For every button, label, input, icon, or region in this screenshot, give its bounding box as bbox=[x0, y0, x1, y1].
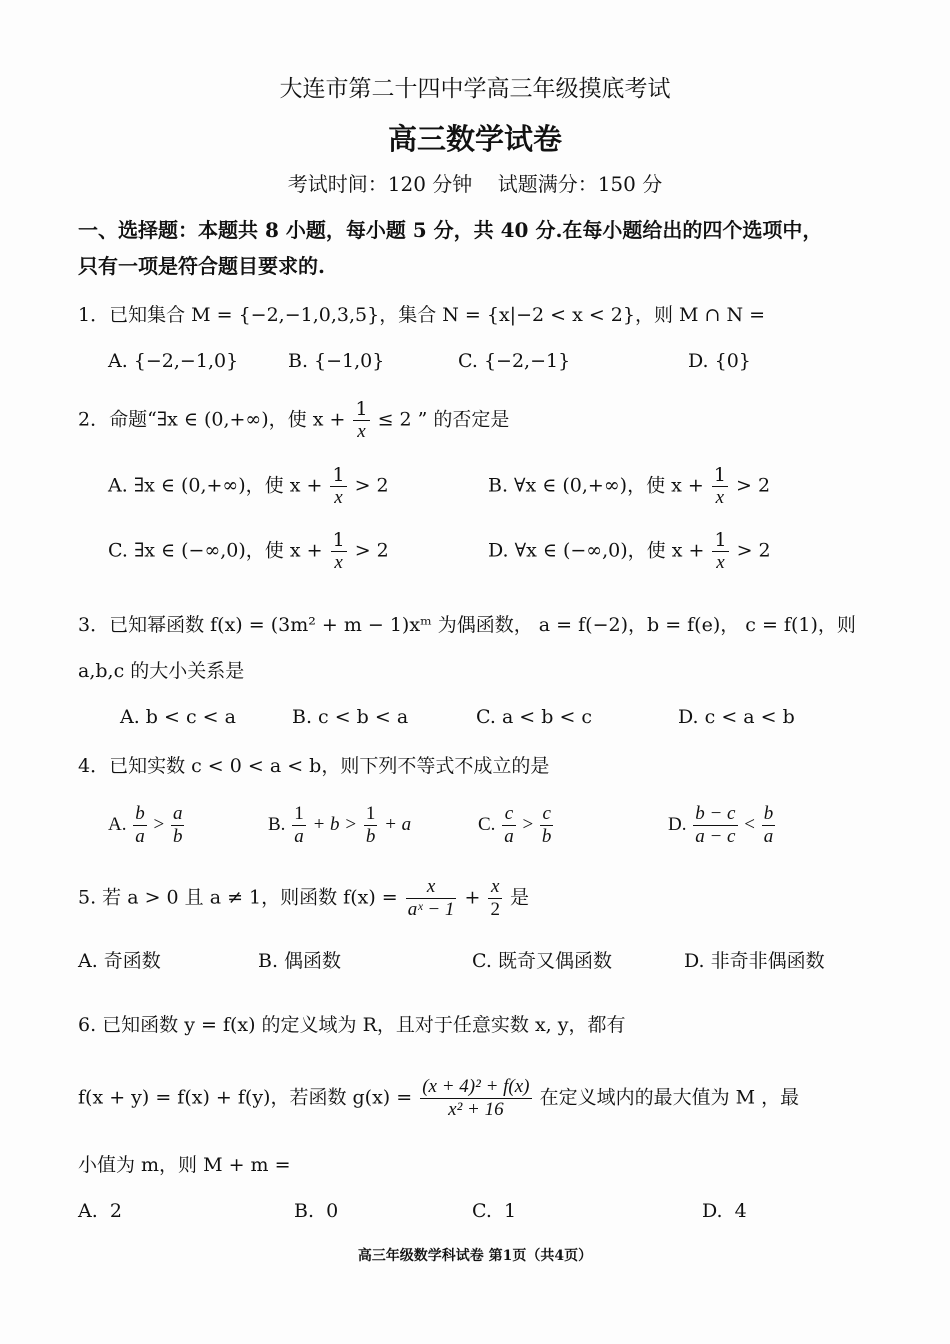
fraction-numerator: 1 bbox=[294, 803, 304, 824]
section-heading-line2: 只有一项是符合题目要求的. bbox=[78, 254, 325, 278]
fraction-numerator: 1 bbox=[332, 529, 345, 551]
fraction-denominator: x² + 16 bbox=[448, 1099, 504, 1120]
fraction-denominator: b bbox=[172, 826, 183, 847]
question-5-stem-pre: 5. 若 a > 0 且 a ≠ 1，则函数 f(x) = bbox=[78, 886, 398, 909]
fraction-denominator: x bbox=[357, 421, 366, 442]
question-5-stem-post: 是 bbox=[510, 886, 530, 909]
option-fraction-left bbox=[133, 803, 147, 848]
option-letter: B. bbox=[268, 813, 286, 835]
question-2-stem bbox=[78, 398, 509, 443]
fraction-denominator: x bbox=[715, 487, 725, 508]
question-1-option-a: A. {−2,−1,0} bbox=[108, 350, 239, 372]
option-operator: > bbox=[153, 813, 165, 835]
fraction-numerator: c bbox=[540, 803, 554, 826]
section-heading-line1: 一、选择题：本题共 8 小题，每小题 5 分，共 40 分.在每小题给出的四个选项中， bbox=[78, 218, 823, 242]
question-5-option-a: A. 奇函数 bbox=[78, 950, 161, 972]
fraction-numerator: (x + 4)² + f(x) bbox=[422, 1076, 530, 1097]
question-2-fraction bbox=[353, 398, 369, 443]
option-fraction-right bbox=[762, 803, 776, 848]
question-2-option-b bbox=[488, 464, 770, 509]
question-3-option-b: B. c < b < a bbox=[292, 706, 409, 728]
question-3-stem-line2: a,b,c 的大小关系是 bbox=[78, 660, 245, 682]
question-4-option-a bbox=[108, 803, 186, 848]
fraction-denominator: x bbox=[334, 487, 343, 508]
question-6-option-b: B. 0 bbox=[294, 1200, 339, 1222]
fraction-numerator: c bbox=[502, 803, 516, 826]
option-letter: C. bbox=[478, 813, 496, 835]
fraction-numerator: 1 bbox=[355, 398, 368, 420]
fraction-denominator: a − c bbox=[695, 826, 736, 847]
question-2-option-d bbox=[488, 529, 771, 574]
question-6-fraction bbox=[420, 1076, 531, 1121]
question-5-plus: + bbox=[464, 886, 481, 909]
fraction-denominator: aˣ − 1 bbox=[407, 899, 455, 920]
question-5-option-c: C. 既奇又偶函数 bbox=[472, 950, 612, 972]
fraction-numerator: 1 bbox=[713, 464, 726, 486]
question-3-option-d: D. c < a < b bbox=[678, 706, 795, 728]
question-3-option-a: A. b < c < a bbox=[120, 706, 236, 728]
fraction-numerator: 1 bbox=[332, 464, 345, 486]
fraction-denominator: a bbox=[294, 826, 304, 847]
fraction-denominator: a bbox=[763, 826, 774, 847]
question-6-option-a: A. 2 bbox=[78, 1200, 122, 1222]
question-3-option-c: C. a < b < c bbox=[476, 706, 593, 728]
exam-info: 考试时间：120 分钟 试题满分：150 分 bbox=[287, 172, 663, 196]
option-fraction bbox=[331, 529, 347, 574]
option-operator: < bbox=[744, 813, 755, 835]
option-letter: A. bbox=[108, 813, 127, 835]
option-fraction-right bbox=[171, 803, 185, 848]
fraction-denominator: a bbox=[504, 826, 514, 847]
option-tail: + a bbox=[384, 813, 412, 835]
question-6-stem-line2-post: 在定义域内的最大值为 M ，最 bbox=[539, 1086, 800, 1109]
fraction-denominator: b bbox=[365, 826, 376, 847]
option-tail: > 2 bbox=[354, 474, 389, 497]
question-1-stem: 1．已知集合 M = {−2,−1,0,3,5}，集合 N = {x|−2 < x < 2}，则 M ∩ N = bbox=[78, 304, 766, 326]
fraction-numerator: 1 bbox=[365, 803, 376, 824]
question-6-stem-line3: 小值为 m，则 M + m = bbox=[78, 1154, 291, 1176]
question-1-option-b: B. {−1,0} bbox=[288, 350, 385, 372]
question-2-stem-post: ≤ 2 ” 的否定是 bbox=[377, 408, 510, 431]
question-6-stem-line2 bbox=[78, 1076, 799, 1121]
option-tail: > 2 bbox=[735, 474, 771, 497]
fraction-numerator: x bbox=[406, 876, 457, 899]
option-fraction-left bbox=[502, 803, 516, 848]
fraction-denominator: b bbox=[541, 826, 552, 847]
question-2-option-a bbox=[108, 464, 389, 509]
option-fraction bbox=[330, 464, 346, 509]
question-6-stem-line2-pre: f(x + y) = f(x) + f(y)，若函数 g(x) = bbox=[78, 1086, 413, 1109]
fraction-numerator: b bbox=[135, 803, 145, 824]
question-5-fraction-2 bbox=[488, 876, 502, 921]
question-5-stem bbox=[78, 876, 529, 921]
fraction-denominator: x bbox=[334, 552, 343, 573]
option-text: C. ∃x ∈ (−∞,0)，使 x + bbox=[108, 539, 323, 562]
question-4-option-b bbox=[268, 803, 411, 848]
question-2-option-c bbox=[108, 529, 389, 574]
option-fraction-right bbox=[540, 803, 554, 848]
question-4-stem: 4．已知实数 c < 0 < a < b，则下列不等式不成立的是 bbox=[78, 755, 550, 777]
option-fraction-right bbox=[364, 803, 378, 848]
fraction-denominator: x bbox=[716, 552, 725, 573]
question-6-stem-line1: 6. 已知函数 y = f(x) 的定义域为 R，且对于任意实数 x, y，都有 bbox=[78, 1014, 626, 1036]
option-text: B. ∀x ∈ (0,+∞)，使 x + bbox=[488, 474, 704, 497]
option-letter: D. bbox=[668, 813, 687, 835]
question-4-option-c bbox=[478, 803, 555, 848]
option-fraction-left bbox=[292, 803, 306, 848]
question-5-option-d: D. 非奇非偶函数 bbox=[684, 950, 825, 972]
question-1-option-d: D. {0} bbox=[688, 350, 751, 372]
section-heading bbox=[78, 212, 898, 284]
question-3-stem-line1: 3．已知幂函数 f(x) = (3m² + m − 1)xᵐ 为偶函数， a = f(−2)，b = f(e)， c = f(1)，则 bbox=[78, 614, 856, 636]
question-6-option-c: C. 1 bbox=[472, 1200, 517, 1222]
fraction-numerator: b − c bbox=[695, 803, 736, 824]
option-fraction bbox=[712, 529, 728, 574]
question-4-option-d bbox=[668, 803, 777, 848]
option-text: A. ∃x ∈ (0,+∞)，使 x + bbox=[108, 474, 323, 497]
exam-school-title: 大连市第二十四中学高三年级摸底考试 bbox=[279, 76, 671, 102]
option-fraction bbox=[712, 464, 728, 509]
option-text: D. ∀x ∈ (−∞,0)，使 x + bbox=[488, 539, 705, 562]
fraction-numerator: 1 bbox=[714, 529, 727, 551]
exam-title: 高三数学试卷 bbox=[387, 122, 562, 156]
page-footer: 高三年级数学科试卷 第1页（共4页） bbox=[357, 1248, 593, 1264]
option-operator: > bbox=[522, 813, 534, 835]
question-1-option-c: C. {−2,−1} bbox=[458, 350, 571, 372]
question-2-stem-pre: 2．命题“∃x ∈ (0,+∞)，使 x + bbox=[78, 408, 346, 431]
option-tail: > 2 bbox=[736, 539, 771, 562]
fraction-denominator: 2 bbox=[490, 899, 500, 920]
question-5-option-b: B. 偶函数 bbox=[258, 950, 342, 972]
fraction-numerator: a bbox=[172, 803, 183, 824]
option-fraction-left bbox=[693, 803, 737, 848]
option-middle: + b > bbox=[312, 813, 358, 835]
fraction-numerator: x bbox=[488, 876, 502, 899]
question-5-fraction-1 bbox=[406, 876, 457, 921]
fraction-numerator: b bbox=[763, 803, 774, 824]
option-tail: > 2 bbox=[354, 539, 389, 562]
question-6-option-d: D. 4 bbox=[702, 1200, 747, 1222]
fraction-denominator: a bbox=[135, 826, 145, 847]
